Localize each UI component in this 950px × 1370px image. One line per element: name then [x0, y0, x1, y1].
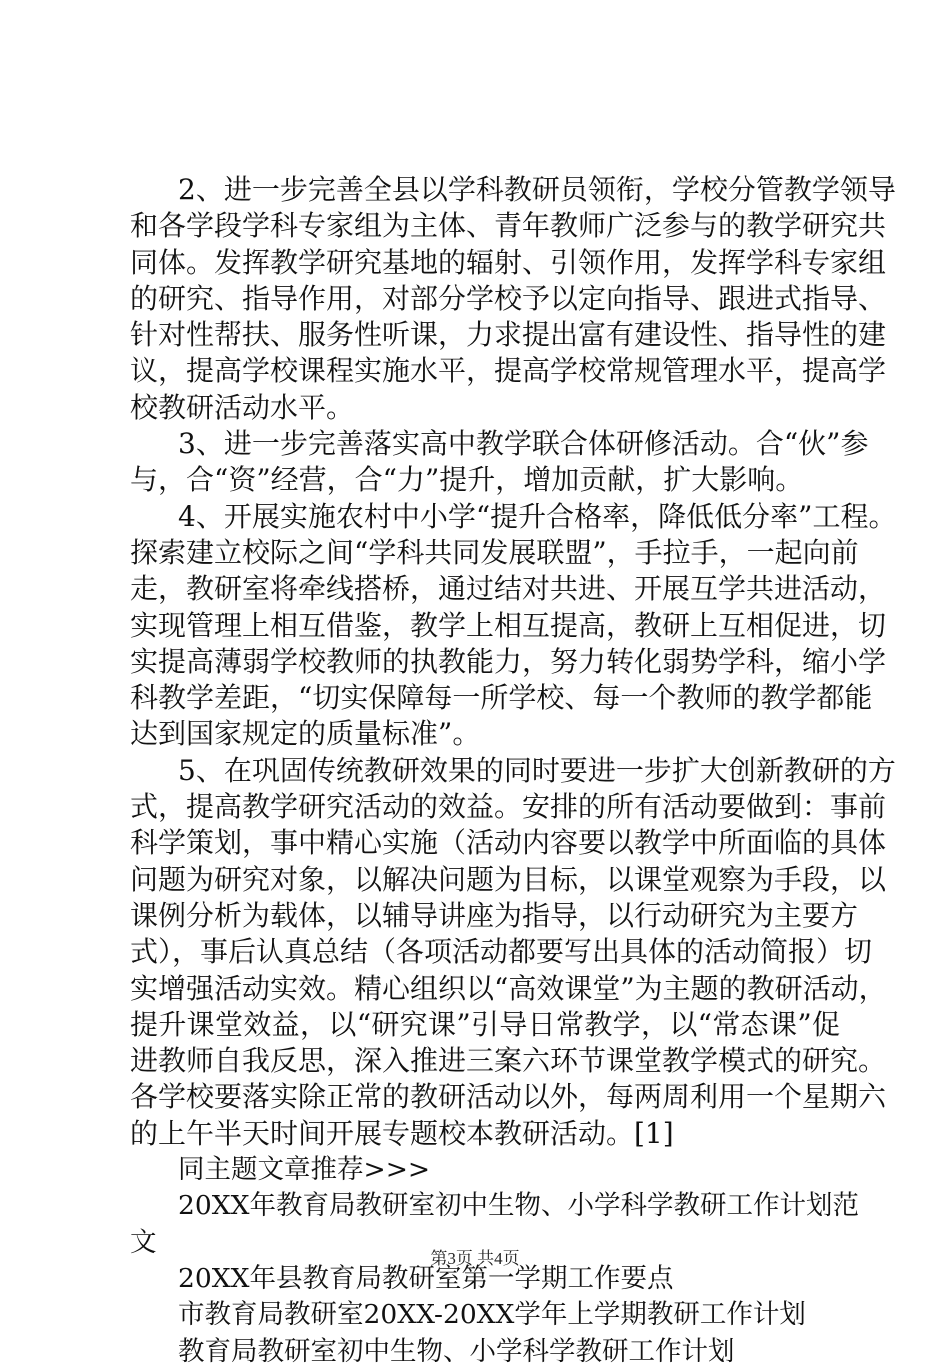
- text-line: 式，提高教学研究活动的效益。安排的所有活动要做到：事前: [130, 790, 887, 824]
- related-link[interactable]: 教育局教研室初中生物、小学科学教研工作计划: [178, 1335, 735, 1367]
- text-line: 各学校要落实除正常的教研活动以外，每两周利用一个星期六: [130, 1080, 887, 1114]
- paragraph-3: [130, 426, 869, 499]
- related-link-continued[interactable]: 文: [130, 1226, 157, 1258]
- related-link[interactable]: 20XX年教育局教研室初中生物、小学科学教研工作计划范: [178, 1190, 859, 1222]
- text-line: 达到国家规定的质量标准”。: [130, 717, 481, 751]
- text-line: 课例分析为载体，以辅导讲座为指导，以行动研究为主要方: [130, 898, 859, 932]
- text-line: 议，提高学校课程实施水平，提高学校常规管理水平，提高学: [130, 354, 887, 388]
- text-line: 实增强活动实效。精心组织以“高效课堂”为主题的教研活动，: [130, 971, 887, 1005]
- text-line: 实现管理上相互借鉴，教学上相互提高，教研上互相促进，切: [130, 608, 887, 642]
- related-link[interactable]: 市教育局教研室20XX-20XX学年上学期教研工作计划: [178, 1299, 806, 1331]
- page-footer: 第3页 共4页: [430, 1249, 520, 1268]
- text-line: 4、开展实施农村中小学“提升合格率，降低低分率”工程。: [178, 499, 897, 533]
- text-line: 与，合“资”经营，合“力”提升，增加贡献，扩大影响。: [130, 463, 804, 497]
- text-line: 实提高薄弱学校教师的执教能力，努力转化弱势学科，缩小学: [130, 644, 887, 678]
- text-line: 科教学差距，“切实保障每一所学校、每一个教师的教学都能: [130, 681, 873, 715]
- paragraph-4: [130, 499, 897, 753]
- text-line: 校教研活动水平。: [130, 390, 355, 424]
- text-line: 针对性帮扶、服务性听课，力求提出富有建设性、指导性的建: [130, 318, 887, 352]
- text-line: 问题为研究对象，以解决问题为目标，以课堂观察为手段，以: [130, 862, 887, 896]
- text-line: 同体。发挥教学研究基地的辐射、引领作用，发挥学科专家组: [130, 245, 887, 279]
- paragraph-5: [130, 753, 896, 1152]
- text-line: 科学策划，事中精心实施（活动内容要以教学中所面临的具体: [130, 826, 887, 860]
- related-heading: 同主题文章推荐>>>: [178, 1154, 431, 1186]
- text-line: 和各学段学科专家组为主体、青年教师广泛参与的教学研究共: [130, 209, 887, 243]
- text-line: 提升课堂效益，以“研究课”引导日常教学，以“常态课”促: [130, 1007, 840, 1041]
- text-line: 5、在巩固传统教研效果的同时要进一步扩大创新教研的方: [178, 753, 896, 787]
- text-line: 3、进一步完善落实高中教学联合体研修活动。合“伙”参: [178, 427, 869, 461]
- text-line: 式），事后认真总结（各项活动都要写出具体的活动简报）切: [130, 935, 873, 969]
- document-page: [130, 172, 897, 1370]
- text-line: 的研究、指导作用，对部分学校予以定向指导、跟进式指导、: [130, 281, 887, 315]
- text-line: 2、进一步完善全县以学科教研员领衔，学校分管教学领导: [178, 173, 896, 206]
- text-line: 走，教研室将牵线搭桥，通过结对共进、开展互学共进活动，: [130, 572, 887, 606]
- related-link[interactable]: 20XX年县教育局教研室第一学期工作要点: [178, 1262, 674, 1294]
- text-line: 进教师自我反思，深入推进三案六环节课堂教学模式的研究。: [130, 1044, 887, 1078]
- text-line: 的上午半天时间开展专题校本教研活动。[1]: [130, 1116, 674, 1150]
- paragraph-2: [130, 172, 896, 426]
- text-line: 探索建立校际之间“学科共同发展联盟”，手拉手，一起向前: [130, 535, 859, 569]
